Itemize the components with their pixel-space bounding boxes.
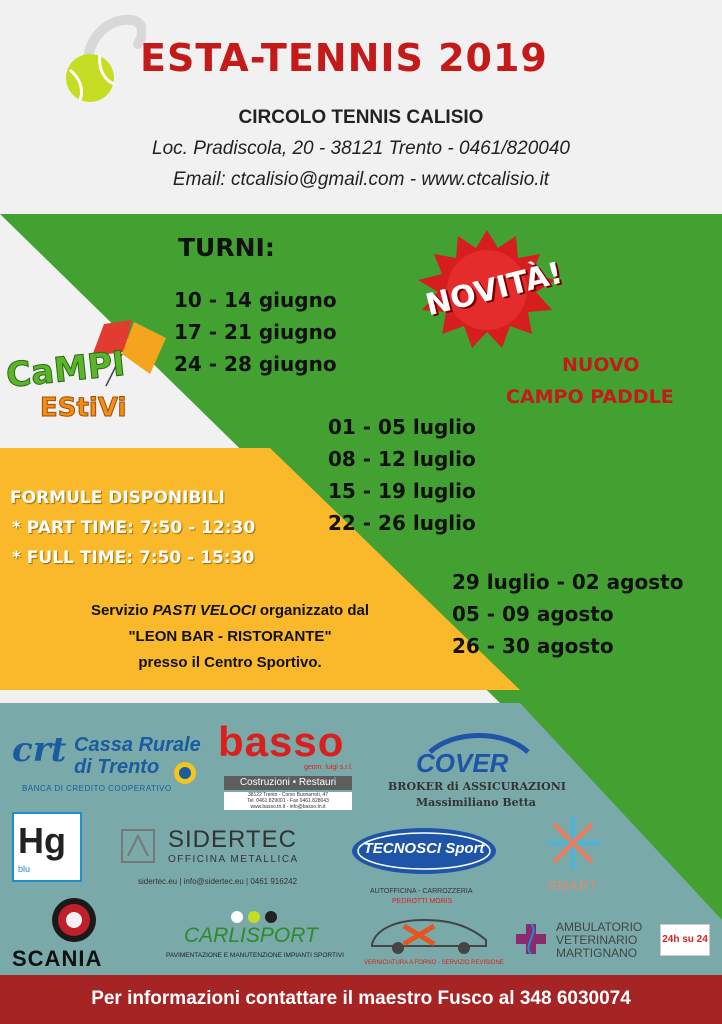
week-4: 01 - 05 luglio (328, 415, 476, 439)
smart-name: SMART (547, 878, 599, 893)
basso-band: Costruzioni • Restauri (224, 776, 352, 790)
pasti-veloci: PASTI VELOCI (152, 602, 256, 619)
vet-line-2: VETERINARIO (556, 933, 638, 947)
tennis-ball-icon (62, 14, 146, 106)
cover-name: COVER (416, 748, 509, 778)
page-title: ESTA-TENNIS 2019 (140, 36, 548, 80)
tecnosci-name: TECNOSCI Sport (363, 840, 485, 857)
basso-info-1: 38122 Trento - Corso Buonarroti, 47 (224, 792, 352, 798)
sponsor-tecnosci-logo (350, 826, 502, 912)
week-2: 17 - 21 giugno (174, 320, 337, 344)
crt-abbr: crt (12, 730, 67, 770)
week-6: 15 - 19 luglio (328, 479, 476, 503)
vet-line-3: MARTIGNANO (556, 946, 638, 960)
sponsor-cover-logo (388, 730, 568, 814)
hg-sub: blu (18, 864, 31, 874)
tecnosci-sub-2: PEDROTTI MORIS (392, 898, 453, 905)
vet-badge: 24h su 24 (660, 924, 710, 956)
sidertec-emblem-icon (118, 826, 158, 866)
carlisport-balls-icon (230, 910, 278, 924)
crt-sub: BANCA DI CREDITO COOPERATIVO (22, 784, 172, 793)
basso-info-3: www.basso.tn.it - info@basso.tn.it (224, 804, 352, 810)
basso-sub: geom. luigi s.r.l. (304, 764, 353, 771)
scania-name: SCANIA (12, 946, 103, 971)
club-contact: Email: ctcalisio@gmail.com - www.ctcalisio.it (172, 169, 550, 190)
pasti-line-2: "LEON BAR - RISTORANTE" (128, 628, 332, 645)
tecnosci-sub: AUTOFFICINA - CARROZZERIA (370, 888, 473, 895)
pasti-text-c: organizzato dal (255, 602, 370, 619)
sponsor-car-logo (362, 910, 512, 972)
week-7: 22 - 26 luglio (328, 511, 476, 535)
sponsor-smart-logo (538, 810, 608, 896)
novita-badge: NOVITÀ! (422, 255, 566, 324)
sidertec-info: sidertec.eu | info@sidertec.eu | 0461 916242 (138, 877, 298, 886)
pasti-line-1 (0, 602, 460, 619)
car-sub: VERNICIATURA A FORNO - SERVIZIO REVISIONE (364, 960, 504, 966)
vet-cross-icon (514, 922, 548, 956)
club-address: Loc. Pradiscola, 20 - 38121 Trento - 0461/820040 (152, 138, 570, 159)
car-wrench-icon (364, 910, 494, 956)
crt-emblem-icon (172, 760, 198, 786)
pasti-line-3: presso il Centro Sportivo. (138, 654, 322, 671)
pasti-text-a: Servizio (90, 602, 153, 619)
sidertec-sub: OFFICINA METALLICA (168, 854, 299, 865)
sponsor-scania-logo (12, 896, 142, 970)
week-5: 08 - 12 luglio (328, 447, 476, 471)
week-10: 26 - 30 agosto (452, 634, 614, 658)
crt-name-1: Cassa Rurale (74, 734, 201, 756)
cover-sub-1: BROKER di ASSICURAZIONI (388, 780, 566, 793)
sponsor-sidertec-logo (118, 822, 314, 892)
estivi-label: EStiVi (40, 393, 127, 423)
carlisport-sub: PAVIMENTAZIONE E MANUTENZIONE IMPIANTI SPORTIVI (166, 952, 344, 959)
sponsor-ambulatorio-logo (514, 916, 714, 968)
week-3: 24 - 28 giugno (174, 352, 337, 376)
sponsor-hg-logo (12, 812, 82, 882)
scania-griffin-icon (50, 896, 98, 944)
sponsor-crt-logo (12, 728, 207, 798)
full-time-line: * FULL TIME: 7:50 - 15:30 (12, 548, 255, 568)
sponsor-basso-logo (214, 718, 370, 814)
nuovo-label: NUOVO (562, 354, 640, 376)
sponsor-carlisport-logo (166, 910, 346, 966)
turni-title: TURNI: (178, 233, 275, 262)
basso-name: basso (218, 718, 345, 765)
formule-title: FORMULE DISPONIBILI (10, 488, 225, 508)
crt-name-2: di Trento (74, 756, 160, 778)
week-9: 05 - 09 agosto (452, 602, 614, 626)
cover-sub-2: Massimiliano Betta (416, 796, 536, 809)
carlisport-name: CARLISPORT (184, 924, 318, 947)
sidertec-name: SIDERTEC (168, 826, 297, 853)
part-time-line: * PART TIME: 7:50 - 12:30 (12, 518, 256, 538)
week-8: 29 luglio - 02 agosto (452, 570, 684, 594)
basso-info-2: Tel. 0461.829001 - Fax 0461.828043 (224, 798, 352, 804)
week-1: 10 - 14 giugno (174, 288, 337, 312)
club-name: CIRCOLO TENNIS CALISIO (238, 107, 484, 128)
campo-paddle-label: CAMPO PADDLE (506, 386, 674, 408)
campi-label: CaMPI (4, 343, 128, 397)
hg-name: Hg (18, 820, 66, 861)
vet-line-1: AMBULATORIO (556, 920, 643, 934)
smart-snowflake-icon (542, 812, 604, 874)
footer-text: Per informazioni contattare il maestro Fusco al 348 6030074 (91, 988, 631, 1009)
